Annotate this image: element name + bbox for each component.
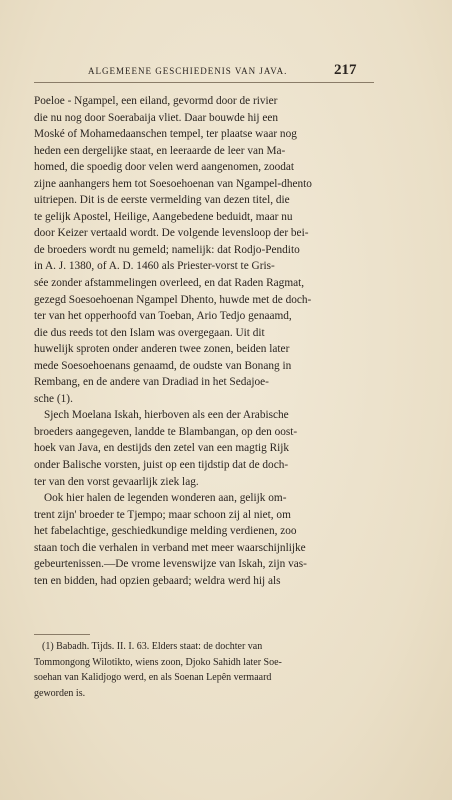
text-line: in A. J. 1380, of A. D. 1460 als Priester-vorst te Gris- [34, 260, 275, 273]
text-line: mede Soesoehoenans genaamd, de oudste van Bonang in [34, 359, 292, 372]
text-line: die nu nog door Soerabaija vliet. Daar bouwde hij een [34, 111, 279, 124]
text-line: trent zijn' broeder te Tjempo; maar schoon zij al niet, om [34, 508, 291, 521]
text-line: ter van den vorst gevaarlijk ziek lag. [34, 475, 199, 488]
text-line: huwelijk sproten onder anderen twee zonen, beiden later [34, 343, 290, 356]
paragraph-start-line: Ook hier halen de legenden wonderen aan, gelijk om- [44, 492, 287, 505]
text-line: Moské of Mohamedaanschen tempel, ter plaatse waar nog [34, 128, 297, 141]
text-line: gezegd Soesoehoenan Ngampel Dhento, huwde met de doch- [34, 293, 312, 306]
text-line: door Keizer vertaald wordt. De volgende levensloop der bei- [34, 227, 309, 240]
footnote [34, 639, 374, 701]
text-line: die dus reeds tot den Islam was overgegaan. Uit dit [34, 326, 265, 339]
text-line: staan toch die verhalen in verband met meer waarschijnlijke [34, 541, 306, 554]
text-line: gebeurtenissen.—De vrome levenswijze van Iskah, zijn vas- [34, 558, 307, 571]
text-line: onder Balische vorsten, juist op een tijdstip dat de doch- [34, 459, 289, 472]
footnote-line: soehan van Kalidjogo werd, en als Soenan Lepên vermaard [34, 672, 272, 683]
text-line: het fabelachtige, geschiedkundige melding verdienen, zoo [34, 525, 297, 538]
text-line: te gelijk Apostel, Heilige, Aangebedene beduidt, maar nu [34, 210, 293, 223]
paragraph-start-line: Sjech Moelana Iskah, hierboven als een der Arabische [44, 409, 289, 422]
text-line: homed, die spoedig door velen werd aangenomen, zoodat [34, 161, 295, 174]
text-line: uitriepen. Dit is de eerste vermelding van dezen titel, die [34, 194, 290, 207]
text-line: zijne aanhangers hem tot Soesoehoenan van Ngampel-dhento [34, 177, 312, 190]
text-line: sée zonder afstammelingen overleed, en dat Raden Ragmat, [34, 277, 305, 290]
footnote-line: (1) Babadh. Tijds. II. I. 63. Elders staat: de dochter van [42, 641, 263, 652]
main-text [34, 93, 374, 589]
footnote-line: Tommongong Wilotikto, wiens zoon, Djoko Sahidh later Soe- [34, 656, 282, 668]
text-line: sche (1). [34, 392, 73, 405]
running-head: ALGEMEENE GESCHIEDENIS VAN JAVA. [88, 66, 288, 76]
text-line: de broeders wordt nu gemeld; namelijk: dat Rodjo-Pendito [34, 243, 300, 256]
footnote-rule [34, 634, 90, 635]
text-line: hoek van Java, en destijds den zetel van een magtig Rijk [34, 442, 290, 455]
text-line: heden een dergelijke staat, en leeraarde de leer van Ma- [34, 144, 286, 157]
footnote-line: geworden is. [34, 687, 86, 699]
text-line: ter van het opperhoofd van Toeban, Ario Tedjo genaamd, [34, 310, 292, 323]
text-line: Rembang, en de andere van Dradiad in het Sedajoe- [34, 376, 269, 389]
text-line: Poeloe - Ngampel, een eiland, gevormd door de rivier [34, 95, 278, 107]
text-line: broeders aangegeven, landde te Blambangan, op den oost- [34, 425, 298, 438]
text-line: ten en bidden, had opzien gebaard; weldra werd hij als [34, 574, 281, 587]
header-rule [34, 82, 374, 83]
page-number: 217 [334, 62, 357, 78]
